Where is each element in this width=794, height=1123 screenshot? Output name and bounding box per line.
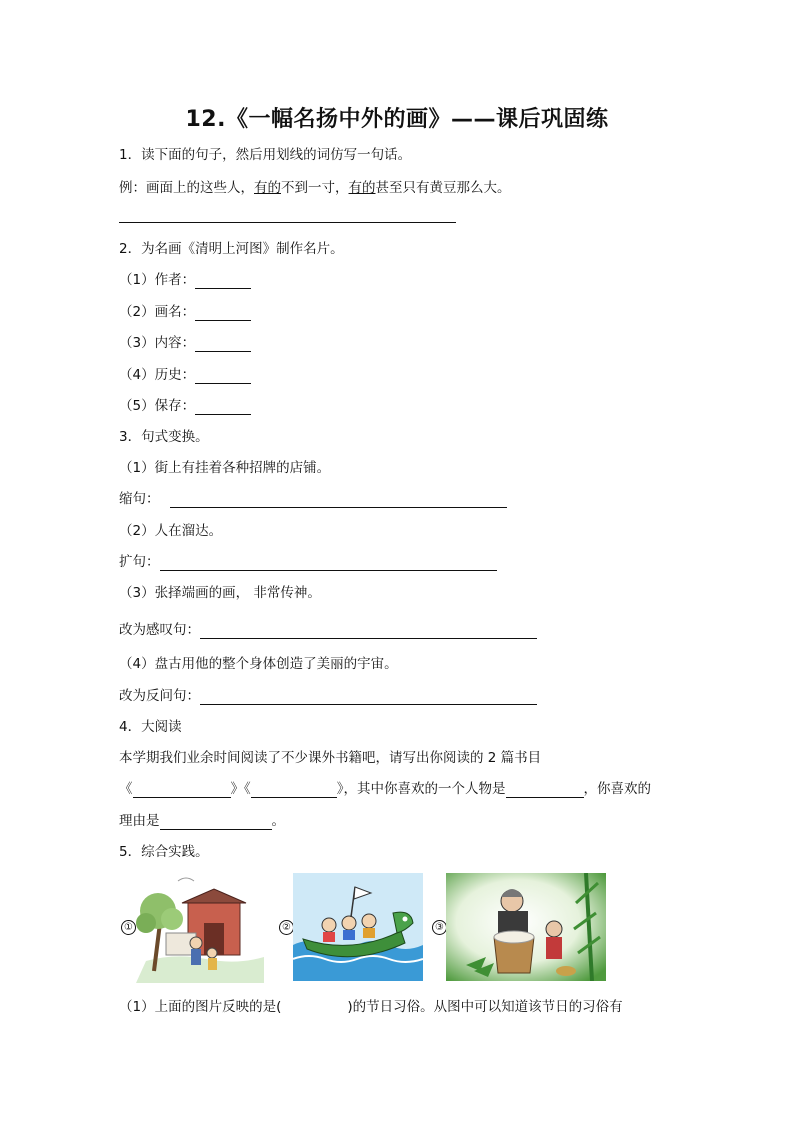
q4-stem: 4．大阅读 [119, 719, 182, 735]
q2-item-author [119, 271, 251, 289]
q5-festival-blank[interactable] [281, 1002, 347, 1016]
q4-bracket: 》 [336, 781, 344, 797]
q3-condense-label: 缩句： [119, 491, 160, 507]
q4-text: 。 [271, 813, 285, 829]
q4-book2-blank[interactable] [251, 783, 337, 798]
q5-sub1-post: )的节日习俗。从图中可以知道该节日的习俗有 [347, 999, 623, 1015]
q4-reason-blank[interactable] [160, 815, 272, 830]
q3-condense [119, 490, 507, 508]
page-title: 12.《一幅名扬中外的画》——课后巩固练 [185, 107, 609, 132]
q2-item-label: （5）保存： [119, 398, 196, 414]
marker-3: ③ [432, 920, 447, 935]
q2-item-label: （2）画名： [119, 304, 196, 320]
q5-sub1 [119, 998, 623, 1016]
q3-rhetorical [119, 687, 537, 705]
q3-exclaim-label: 改为感叹句： [119, 622, 200, 638]
q2-item-content [119, 334, 251, 352]
q4-reason [119, 812, 285, 830]
q4-bracket: 《 [119, 781, 133, 797]
q2-item-history [119, 366, 251, 384]
q2-blank[interactable] [195, 274, 251, 289]
q2-blank[interactable] [195, 369, 251, 384]
q3-stem: 3．句式变换。 [119, 429, 209, 445]
q1-example-pre: 例：画面上的这些人， [119, 180, 254, 196]
q1-example [119, 179, 511, 197]
q3-sentence-2: （2）人在溜达。 [119, 523, 223, 539]
q3-rhetorical-label: 改为反问句： [119, 688, 200, 704]
q3-sentence-4: （4）盘古用他的整个身体创造了美丽的宇宙。 [119, 656, 398, 672]
q2-item-label: （3）内容： [119, 335, 196, 351]
q4-text: ，其中你喜欢的一个人物是 [343, 781, 506, 797]
q3-sentence-3: （3）张择端画的画， 非常传神。 [119, 585, 321, 601]
q3-blank[interactable] [200, 690, 537, 705]
q1-underline-2: 有的 [348, 180, 376, 196]
q4-character-blank[interactable] [506, 783, 584, 798]
illustration-zongzi-making [446, 873, 606, 981]
q2-item-name [119, 303, 251, 321]
q2-item-label: （1）作者： [119, 272, 196, 288]
q3-blank[interactable] [200, 624, 537, 639]
q2-blank[interactable] [195, 337, 251, 352]
q4-book1-blank[interactable] [133, 783, 231, 798]
q2-blank[interactable] [195, 400, 251, 415]
q2-item-preserve [119, 397, 251, 415]
q3-exclaim [119, 621, 537, 639]
q1-answer-line[interactable] [119, 222, 456, 223]
marker-2: ② [279, 920, 294, 935]
q1-example-mid1: 不到一寸， [281, 180, 349, 196]
q2-item-label: （4）历史： [119, 367, 196, 383]
q3-expand-label: 扩句： [119, 554, 160, 570]
q3-blank[interactable] [170, 493, 507, 508]
q1-example-mid2: 甚至只有黄豆那么大。 [375, 180, 511, 196]
q2-blank[interactable] [195, 306, 251, 321]
q5-stem: 5．综合实践。 [119, 844, 209, 860]
illustration-dragon-boat [293, 873, 423, 981]
q1-stem: 1．读下面的句子，然后用划线的词仿写一句话。 [119, 147, 412, 163]
q4-line1: 本学期我们业余时间阅读了不少课外书籍吧，请写出你阅读的 2 篇书目 [119, 750, 542, 766]
illustration-tomb-sweeping [136, 873, 264, 983]
q4-text: ，你喜欢的 [583, 781, 651, 797]
q2-stem: 2．为名画《清明上河图》制作名片。 [119, 241, 344, 257]
q4-books [119, 780, 651, 798]
q4-reason-label: 理由是 [119, 813, 160, 829]
q3-expand [119, 553, 497, 571]
q4-bracket: 》《 [230, 781, 251, 797]
marker-1: ① [121, 920, 136, 935]
q5-sub1-pre: （1）上面的图片反映的是( [119, 999, 282, 1015]
q3-sentence-1: （1）街上有挂着各种招牌的店铺。 [119, 460, 331, 476]
q3-blank[interactable] [160, 556, 497, 571]
q1-underline-1: 有的 [254, 180, 281, 196]
